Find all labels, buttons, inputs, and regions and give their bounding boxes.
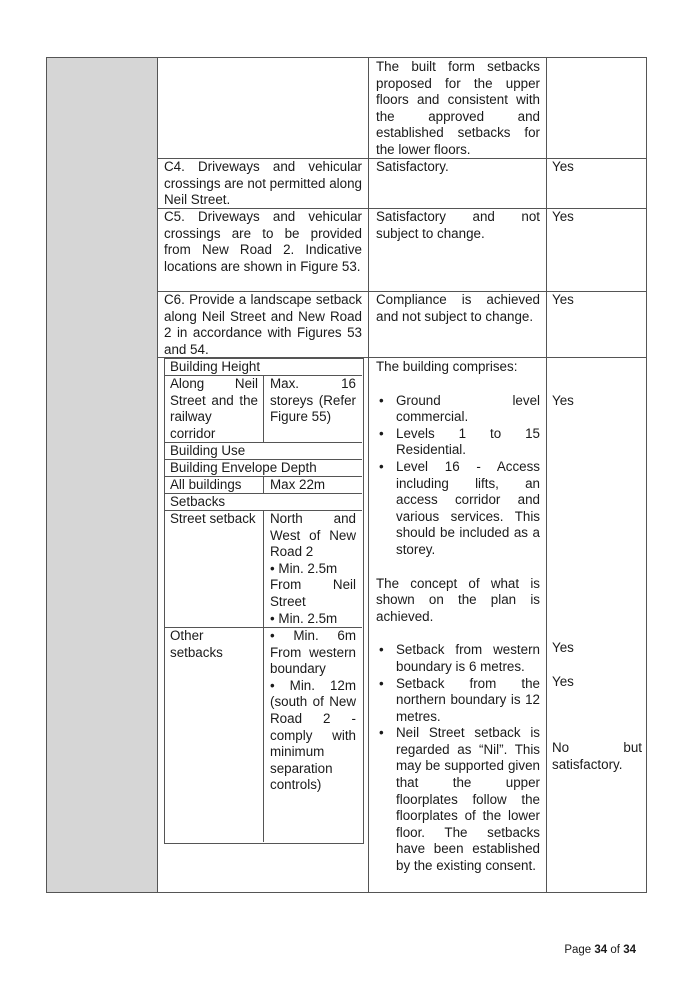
row3-complies: Yes [552,209,574,224]
page-current: 34 [594,944,608,956]
spacer [376,625,540,642]
complies-building-height: Yes [552,393,574,408]
inner-line [263,476,264,493]
list-item: • Ground level commercial. [376,393,540,426]
setbacks-heading: Setbacks [170,494,226,509]
page-label: Page [564,944,592,956]
inner-line [263,510,264,842]
list-item: • Setback from western boundary is 6 metres. [376,642,540,675]
street-setback-line: • Min. 2.5m [270,560,338,576]
building-use-heading: Building Use [170,443,246,458]
of-label: of [610,944,620,956]
list-item: • Levels 1 to 15 Residential. [376,426,540,459]
building-height-heading: Building Height [170,359,261,374]
column-divider-3 [546,57,547,893]
row3-control: C5. Driveways and vehicular crossings are to be provided from New Road 2. Indicative locations are shown in Figure 53. [164,209,362,274]
page-number-footer [564,942,636,959]
assessment-intro: The building comprises: [376,359,518,374]
column-divider-2 [368,57,369,893]
max-depth-value: Max 22m [270,477,326,492]
spacer [376,559,540,576]
table-right-border [646,57,647,893]
street-setback-line: From Neil Street [270,577,356,609]
column-divider-1 [157,57,158,893]
table-bottom-border [46,892,647,893]
street-setback-value [270,511,356,627]
envelope-depth-heading: Building Envelope Depth [170,460,317,475]
row3-assessment: Satisfactory and not subject to change. [376,209,540,241]
inner-line [263,375,264,442]
page-total: 34 [623,944,636,956]
shaded-column [46,57,157,893]
street-setback-line: • Min. 2.5m [270,610,338,626]
row4-complies: Yes [552,292,574,307]
street-setback-label: Street setback [170,511,256,526]
other-setbacks-value [270,628,356,794]
list-item: • Setback from the northern boundary is 12 metres. [376,676,540,726]
row4-assessment: Compliance is achieved and not subject to change. [376,292,540,324]
other-setback-line: • Min. 6m From western boundary [270,628,356,677]
row2-complies: Yes [552,159,574,174]
all-buildings-label: All buildings [170,477,242,492]
along-neil-street-label: Along Neil Street and the railway corridor [170,376,258,441]
row2-control: C4. Driveways and vehicular crossings are not permitted along Neil Street. [164,159,362,208]
table-top-border [46,57,647,58]
street-setback-line: North and West of New Road 2 [270,511,356,560]
row5-assessment [376,359,540,875]
row2-assessment: Satisfactory. [376,159,449,174]
row4-control: C6. Provide a landscape setback along Neil Street and New Road 2 in accordance with Figures 53 and 54. [164,292,362,357]
building-composition-list [376,393,540,559]
other-setbacks-label: Other setbacks [170,628,223,660]
other-setback-line: • Min. 12m (south of New Road 2 - comply with minimum separation controls) [270,677,356,793]
table-left-border [46,57,47,893]
complies-northern-setback: Yes [552,674,574,689]
row1-assessment: The built form setbacks proposed for the upper floors and consistent with the approved and established setbacks for the lower floors. [376,59,540,157]
list-item: • Neil Street setback is regarded as “Nil”. This may be supported given that the upper floorplates follow the floorplates of the lower floor. The setbacks have been established by the existing consent. [376,725,540,874]
list-item: • Level 16 - Access including lifts, an access corridor and various services. This should be included as a storey. [376,459,540,559]
complies-western-setback: Yes [552,640,574,655]
setback-assessment-list [376,642,540,874]
spacer [376,376,540,393]
along-neil-street-value: Max. 16 storeys (Refer Figure 55) [270,376,356,425]
concept-statement: The concept of what is shown on the plan is achieved. [376,575,540,624]
complies-neil-street-setback: No but satisfactory. [552,740,642,772]
